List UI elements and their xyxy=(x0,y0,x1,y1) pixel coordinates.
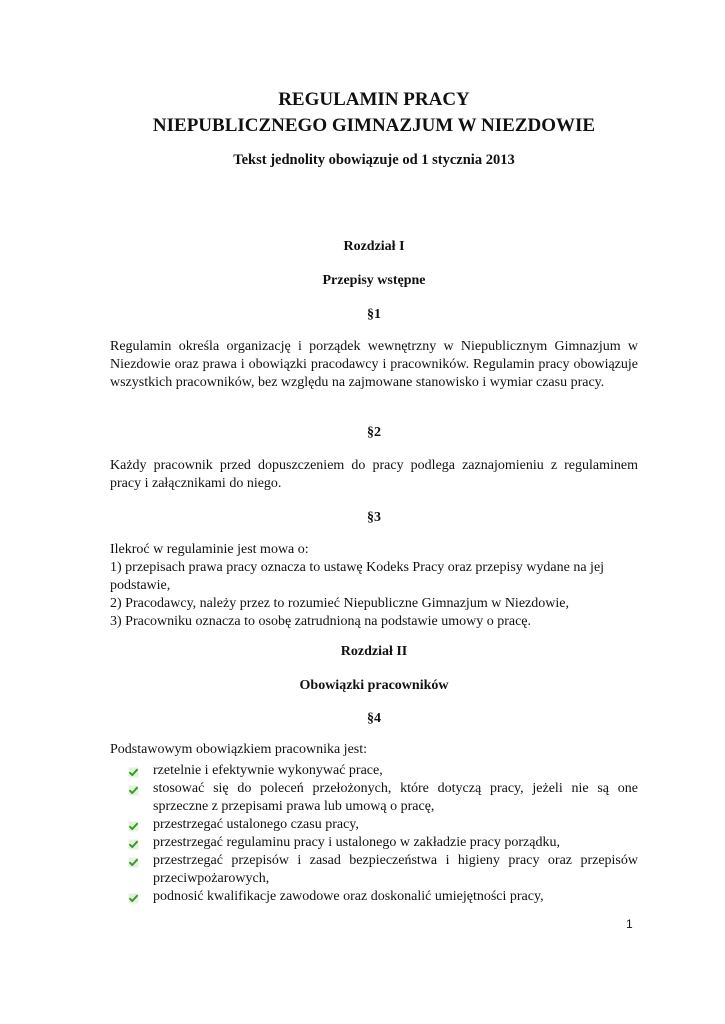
section-4-bullet-list xyxy=(110,762,638,906)
section-1-text: Regulamin określa organizację i porządek wewnętrzny w Niepublicznym Gimnazjum w Niezdowie oraz prawa i obowiązki pracodawcy i pracowników. Regulamin pracy obowiązuje wszystkich pracowników, bez względu na zajmowane stanowisko i wymiar czasu pracy. xyxy=(110,339,638,390)
section-4-intro: Podstawowym obowiązkiem pracownika jest: xyxy=(110,742,368,757)
list-item xyxy=(110,888,638,906)
chapter-1-label: Rozdział I xyxy=(343,239,405,254)
bullet-text: stosować się do poleceń przełożonych, które dotyczą pracy, jeżeli nie są one sprzeczne z przepisami prawa lub umową o pracę, xyxy=(153,781,638,814)
section-3-item: 2) Pracodawcy, należy przez to rozumieć Niepubliczne Gimnazjum w Niezdowie, xyxy=(110,596,569,611)
page-number: 1 xyxy=(626,917,633,931)
green-check-icon xyxy=(128,893,139,904)
section-4-label: §4 xyxy=(367,711,381,726)
document-subtitle: Tekst jednolity obowiązuje od 1 stycznia 2013 xyxy=(233,152,515,168)
section-1-label: §1 xyxy=(367,307,381,322)
bullet-text: przestrzegać regulaminu pracy i ustalonego w zakładzie pracy porządku, xyxy=(153,835,560,850)
chapter-2-title: Obowiązki pracowników xyxy=(299,678,449,693)
bullet-text: przestrzegać przepisów i zasad bezpieczeństwa i higieny pracy oraz przepisów przeciwpożarowych, xyxy=(153,853,638,886)
list-item xyxy=(110,780,638,816)
section-3-item: 3) Pracowniku oznacza to osobę zatrudnioną na podstawie umowy o pracę. xyxy=(110,614,532,629)
list-item xyxy=(110,816,638,834)
bullet-text: rzetelnie i efektywnie wykonywać prace, xyxy=(153,763,383,778)
section-2-label: §2 xyxy=(367,425,381,440)
bullet-text: przestrzegać ustalonego czasu pracy, xyxy=(153,817,359,832)
list-item xyxy=(110,762,638,780)
green-check-icon xyxy=(128,767,139,778)
section-3-label: §3 xyxy=(367,510,381,525)
green-check-icon xyxy=(128,839,139,850)
green-check-icon xyxy=(128,857,139,868)
chapter-1-title: Przepisy wstępne xyxy=(322,273,426,288)
section-3-item: 1) przepisach prawa pracy oznacza to ustawę Kodeks Pracy oraz przepisy wydane na jej podstawie, xyxy=(110,560,605,593)
section-2-text: Każdy pracownik przed dopuszczeniem do pracy podlega zaznajomieniu z regulaminem pracy i załącznikami do niego. xyxy=(110,458,638,491)
bullet-text: podnosić kwalifikacje zawodowe oraz doskonalić umiejętności pracy, xyxy=(153,889,544,904)
document-title-line-1: REGULAMIN PRACY xyxy=(278,89,470,110)
chapter-2-label: Rozdział II xyxy=(340,644,408,659)
list-item xyxy=(110,834,638,852)
section-3-body xyxy=(110,541,638,631)
green-check-icon xyxy=(128,821,139,832)
list-item xyxy=(110,852,638,888)
green-check-icon xyxy=(128,785,139,796)
section-3-intro: Ilekroć w regulaminie jest mowa o: xyxy=(110,542,309,557)
document-title-line-2: NIEPUBLICZNEGO GIMNAZJUM W NIEZDOWIE xyxy=(152,115,596,136)
